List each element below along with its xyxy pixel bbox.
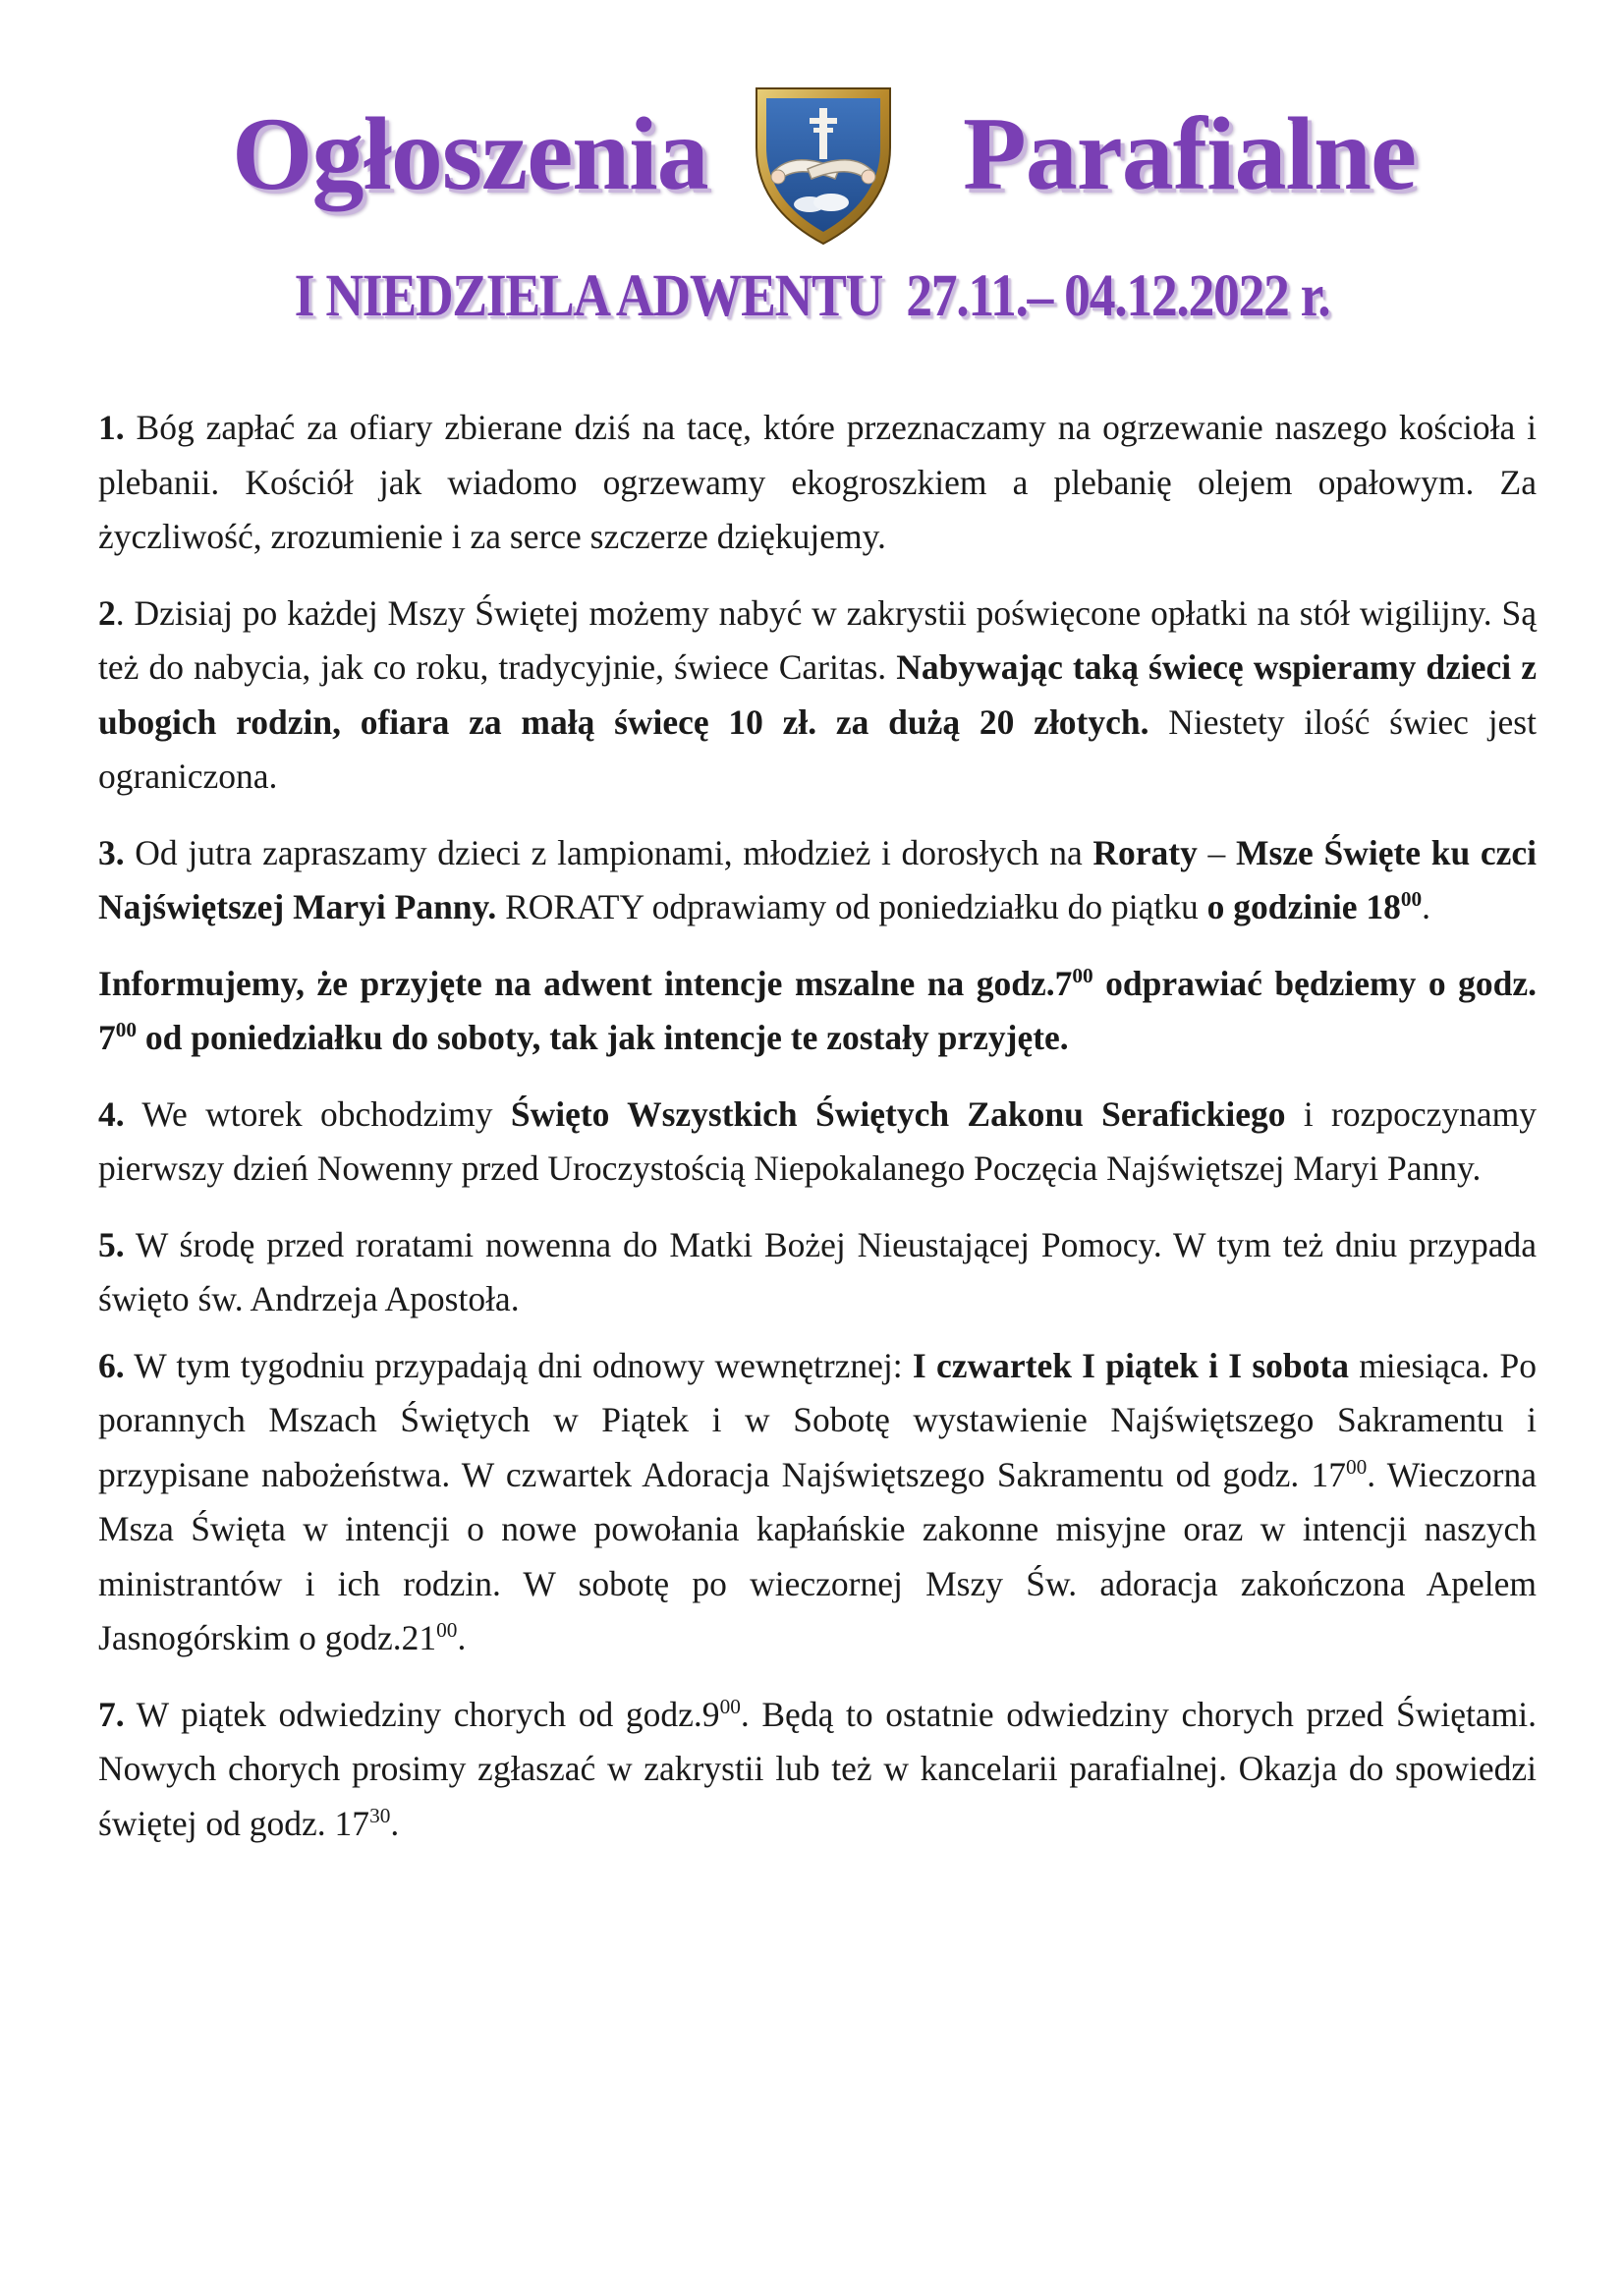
announcement-text: We wtorek obchodzimy <box>124 1093 511 1134</box>
announcements-list <box>98 401 1537 1873</box>
announcement-number: 3. <box>98 832 125 872</box>
announcement-number: 6. <box>98 1345 125 1385</box>
announcement-number: 7. <box>98 1694 125 1734</box>
announcement-text: i rozpoczynamy pierwszy dzień Nowenny przed Uroczystością Niepokalanego Poczęcia Najświętszej Maryi Panny. <box>98 1093 1537 1188</box>
announcement-text: W piątek odwiedziny chorych od godz.9 <box>124 1694 720 1734</box>
title-right: Parafialne <box>963 96 1416 211</box>
announcement-text: Niestety ilość świec jest ograniczona. <box>98 701 1537 796</box>
announcement-number: 1. <box>98 408 125 447</box>
announcement-text: . Wieczorna Msza Święta w intencji o nowe powołania kapłańskie zakonne misyjne oraz w intencji naszych ministrantów i ich rodzin. W sobotę po wieczornej Mszy Św. adoracja zakończona Apelem Jasnogórskim o godz.21 <box>98 1454 1538 1657</box>
time-minutes: 30 <box>369 1803 391 1827</box>
announcement-text: . <box>390 1803 400 1843</box>
announcement-text: Od jutra zapraszamy dzieci z lampionami, młodzież i dorosłych na <box>124 832 1093 872</box>
announcement-5 <box>98 1218 1537 1327</box>
announcement-bold-text <box>98 964 1537 1058</box>
announcement-number: 4. <box>98 1093 125 1134</box>
announcement-text: W środę przed roratami nowenna do Matki Bożej Nieustającej Pomocy. W tym też dniu przypada święto św. Andrzeja Apostoła. <box>98 1224 1537 1318</box>
time-minutes: 00 <box>719 1694 741 1718</box>
intentions-text: odprawiać będziemy o godz. 7 <box>98 963 1537 1057</box>
announcement-text: . <box>457 1618 467 1657</box>
announcement-7 <box>98 1688 1537 1852</box>
time-minutes: 00 <box>1400 887 1423 912</box>
announcement-text: RORATY odprawiamy od poniedziałku do piątku <box>496 887 1207 926</box>
announcement-text: . Będą to ostatnie odwiedziny chorych przed Świętami. Nowych chorych prosimy zgłaszać w zakrystii lub też w kancelarii parafialnej. Okazja do spowiedzi świętej od godz. 17 <box>98 1694 1537 1843</box>
time-minutes: 00 <box>1345 1454 1368 1479</box>
franciscan-crest-icon <box>749 79 898 248</box>
announcement-text: W tym tygodniu przypadają dni odnowy wewnętrznej: <box>124 1345 913 1385</box>
time-minutes: 00 <box>115 1018 138 1042</box>
announcement-bold-text: Roraty <box>1092 832 1198 872</box>
time-minutes: 00 <box>1072 963 1093 987</box>
announcement-bold-text: Święto Wszystkich Świętych Zakonu Serafickiego <box>510 1093 1286 1134</box>
announcement-bold-text: Msze Święte ku czci Najświętszej Maryi Panny. <box>98 832 1537 926</box>
announcement-bold-text: Nabywając taką świecę wspieramy dzieci z ubogich rodzin, ofiara za małą świecę 10 zł. za dużą 20 złotych. <box>98 647 1538 742</box>
time-minutes: 00 <box>436 1618 458 1643</box>
time-text: o godzinie 18 <box>1206 887 1401 926</box>
announcement-text: Bóg zapłać za ofiary zbierane dziś na tacę, które przeznaczamy na ogrzewanie naszego kościoła i plebanii. Kościół jak wiadomo ogrzewamy ekogroszkiem a plebanię olejem opałowym. Za życzliwość, zrozumienie i za serce szczerze dziękujemy. <box>98 408 1537 556</box>
announcement-text: miesiąca. Po porannych Mszach Świętych w Piątek i w Sobotę wystawienie Najświętszego Sakramentu i przypisane nabożeństwa. W czwartek Adoracja Najświętszego Sakramentu od godz. 17 <box>98 1345 1537 1494</box>
announcement-number: 5. <box>98 1224 125 1264</box>
announcement-1 <box>98 401 1537 565</box>
announcement-3-intentions <box>98 957 1537 1066</box>
intentions-text: Informujemy, że przyjęte na adwent intencje mszalne na godz.7 <box>98 963 1073 1003</box>
announcement-4 <box>98 1088 1537 1197</box>
header <box>0 79 1624 255</box>
announcement-bold-text <box>1207 887 1423 926</box>
announcement-text: . <box>1422 887 1430 926</box>
announcement-3 <box>98 826 1537 935</box>
intentions-text: od poniedziałku do soboty, tak jak intencje te zostały przyjęte. <box>137 1018 1069 1057</box>
announcement-bold-text: I czwartek I piątek i I sobota <box>912 1345 1349 1385</box>
page-subtitle: I NIEDZIELA ADWENTU 27.11.– 04.12.2022 r. <box>294 263 1330 329</box>
announcement-2 <box>98 587 1537 805</box>
announcement-number: 2 <box>98 592 116 633</box>
announcement-text: – <box>1197 832 1236 872</box>
title-left: Ogłoszenia <box>232 96 708 211</box>
announcement-text: . Dzisiaj po każdej Mszy Świętej możemy nabyć w zakrystii poświęcone opłatki na stół wigilijny. Są też do nabycia, jak co roku, tradycyjnie, świece Caritas. <box>98 592 1537 687</box>
announcement-6 <box>98 1339 1537 1666</box>
